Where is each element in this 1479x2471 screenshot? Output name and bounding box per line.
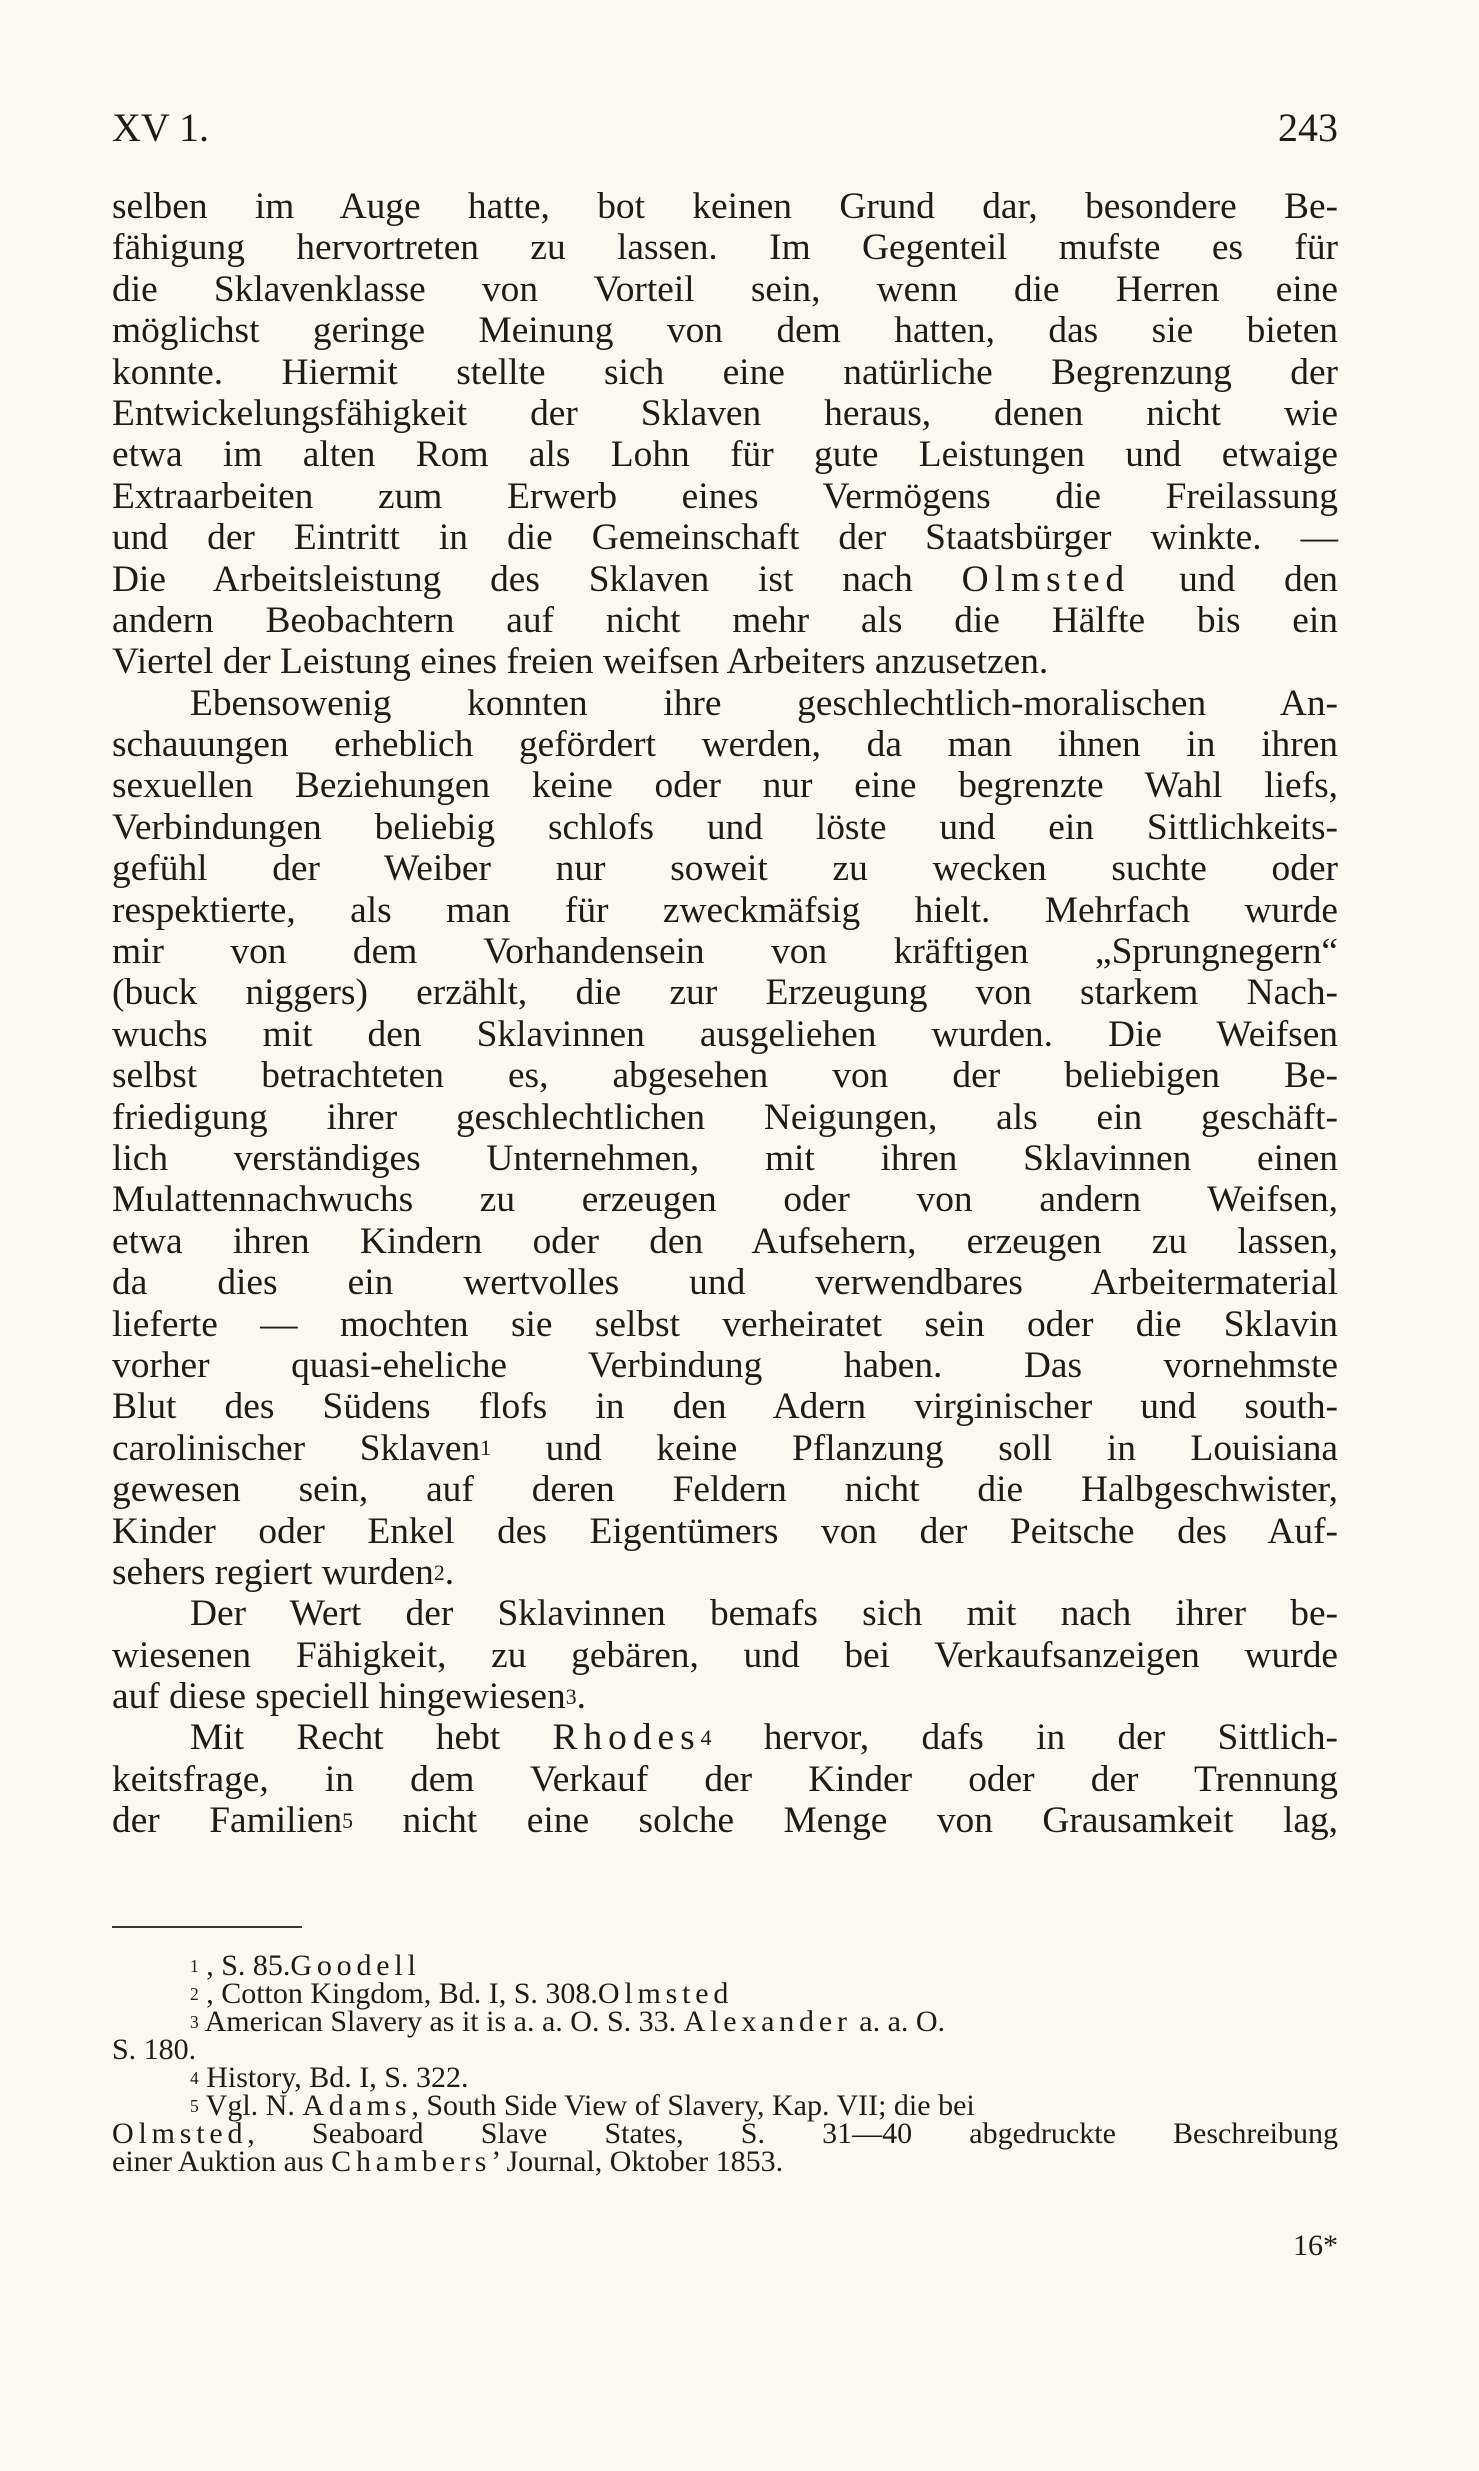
text-line [112,1138,1338,1179]
text-line [112,434,1338,475]
line-text: und der Eintritt in die Gemeinschaft der Staatsbürger winkte. — [112,517,1338,559]
footnote-text: a. a. O. [851,2005,946,2038]
footnote-line [112,2033,1338,2066]
footnote-number: 5 [190,2095,199,2116]
text-line [112,227,1338,268]
line-text: lich verständiges Unternehmen, mit ihren Sklavinnen einen [112,1137,1338,1179]
line-text: Entwickelungsfähigkeit der Sklaven heraus, denen nicht wie [112,392,1338,434]
line-text: fähigung hervortreten zu lassen. Im Gegenteil mufste es für [112,227,1338,269]
text-line [112,1593,1338,1634]
line-text: selbst betrachteten es, abgesehen von der beliebigen Be- [112,1055,1338,1097]
footnote-text: , South Side View of Slavery, Kap. VII; die bei [411,2089,975,2122]
text-line [112,310,1338,351]
footnote-number: 1 [190,1955,199,1976]
text-line [112,269,1338,310]
footnote-line [112,2117,1338,2150]
text-line [112,931,1338,972]
text-line [112,724,1338,765]
line-text: andern Beobachtern auf nicht mehr als die Hälfte bis ein [112,599,1338,641]
line-text: Ebensowenig konnten ihre geschlechtlich-moralischen An- [190,682,1338,724]
line-text: selben im Auge hatte, bot keinen Grund dar, besondere Be- [112,186,1338,227]
footnote-text: einer Auktion aus [112,2145,332,2178]
spaced-name: Goodell [290,1949,421,1982]
line-text: da dies ein wertvolles und verwendbares Arbeitermaterial [112,1262,1338,1304]
line-text: keitsfrage, in dem Verkauf der Kinder oder der Trennung [112,1758,1338,1800]
footnote-separator [112,1926,302,1928]
text-line [112,1179,1338,1220]
line-text: Kinder oder Enkel des Eigentümers von der Peitsche des Auf- [112,1510,1338,1552]
footnote-line [112,2089,1338,2122]
footnote-text: Vgl. N. [205,2089,303,2122]
text-line [112,600,1338,641]
line-text: etwa im alten Rom als Lohn für gute Leistungen und etwaige [112,434,1338,476]
text-line [112,1386,1338,1427]
spaced-name: Alexander [683,2005,852,2038]
line-text: Verbindungen beliebig schlofs und löste und ein Sittlichkeits- [112,806,1338,848]
footnote-text: ’ Journal, Oktober 1853. [491,2145,784,2178]
printer-signature: 16* [1293,2229,1338,2262]
line-text: lieferte — mochten sie selbst verheiratet sein oder die Sklavin [112,1303,1338,1345]
line-text: . [444,1551,455,1593]
text-line [112,1097,1338,1138]
footnote-text: , S. 85. [206,1949,291,1982]
line-text: nicht eine solche Menge von Grausamkeit lag, [353,1800,1338,1842]
line-text: gefühl der Weiber nur soweit zu wecken suchte oder [112,848,1338,890]
line-text: respektierte, als man für zweckmäfsig hielt. Mehrfach wurde [112,889,1338,931]
line-text: Die Arbeitsleistung des Sklaven ist nach [112,558,962,600]
text-line [112,848,1338,889]
footnote-marker: 4 [700,1726,712,1751]
text-line [112,890,1338,931]
line-text: auf diese speciell hingewiesen [112,1676,566,1718]
spaced-name: Rhodes [552,1717,701,1759]
line-text: vorher quasi-eheliche Verbindung haben. Das vornehmste [112,1344,1338,1386]
spaced-name: Chambers [331,2145,492,2178]
text-line [112,1055,1338,1096]
line-text: die Sklavenklasse von Vorteil sein, wenn die Herren eine [112,268,1338,310]
line-text: mir von dem Vorhandensein von kräftigen „Sprungnegern“ [112,931,1338,973]
text-line [112,683,1338,724]
footnote-number: 3 [190,2011,199,2032]
text-line [112,186,1338,227]
footnote-text: , Seaboard Slave States, S. 31—40 abgedruckte Beschreibung [247,2117,1338,2150]
text-line [112,1800,1338,1841]
footnote-marker: 5 [342,1808,354,1833]
section-label: XV 1. [112,105,210,150]
text-line [112,559,1338,600]
text-line [112,1345,1338,1386]
text-line [112,1469,1338,1510]
text-line [112,1428,1338,1469]
footnote-marker: 3 [565,1684,577,1709]
footnote-line [112,1977,1338,2010]
text-line [112,1717,1338,1758]
line-text: Extraarbeiten zum Erwerb eines Vermögens die Freilassung [112,475,1338,517]
text-line [112,972,1338,1013]
line-text: möglichst geringe Meinung von dem hatten, das sie bieten [112,310,1338,352]
footnote-number: 2 [190,1983,199,2004]
spaced-name: Olmsted [112,2117,248,2150]
line-text: carolinischer Sklaven [112,1427,481,1469]
footnote-marker: 2 [433,1560,445,1585]
text-line [112,1262,1338,1303]
text-line [112,517,1338,558]
text-line [112,641,1338,682]
running-header [112,104,1338,160]
text-line [112,807,1338,848]
text-line [112,476,1338,517]
line-text: Mulattennachwuchs zu erzeugen oder von andern Weifsen, [112,1179,1338,1221]
line-text: Der Wert der Sklavinnen bemafs sich mit nach ihrer be- [190,1593,1338,1635]
footnote-line [112,1949,1338,1982]
text-line [112,765,1338,806]
footnote-line [112,2145,1338,2178]
text-line [112,352,1338,393]
text-line [112,1635,1338,1676]
line-text: schauungen erheblich gefördert werden, da man ihnen in ihren [112,724,1338,766]
spaced-name: Olmsted [961,558,1131,600]
footnote-number: 4 [190,2067,199,2088]
text-line [112,1511,1338,1552]
text-line [112,1676,1338,1717]
line-text: wuchs mit den Sklavinnen ausgeliehen wurden. Die Weifsen [112,1013,1338,1055]
text-line [112,1552,1338,1593]
footnote-line [112,2005,1338,2038]
line-text: und den [1130,558,1338,600]
footnote-text: History, Bd. I, S. 322. [206,2061,469,2094]
footnote-line [112,2061,1338,2094]
line-text: der Familien [112,1800,343,1842]
page-number: 243 [1278,105,1338,150]
text-line [112,1304,1338,1345]
spaced-name: Adams [302,2089,412,2122]
line-text: und keine Pflanzung soll in Louisiana [491,1427,1338,1469]
line-text: friedigung ihrer geschlechtlichen Neigungen, als ein geschäft- [112,1096,1338,1138]
footnotes [112,1949,1338,2178]
line-text: konnte. Hiermit stellte sich eine natürliche Begrenzung der [112,351,1338,393]
footnote-marker: 1 [480,1436,492,1461]
footnote-text: , Cotton Kingdom, Bd. I, S. 308. [206,1977,598,2010]
line-text: hervor, dafs in der Sittlich- [711,1717,1338,1759]
text-line [112,1221,1338,1262]
line-text: sehers regiert wurden [112,1551,434,1593]
line-text: gewesen sein, auf deren Feldern nicht die Halbgeschwister, [112,1469,1338,1511]
text-line [112,393,1338,434]
text-line [112,1014,1338,1055]
footnote-text: S. 180. [112,2033,197,2066]
footnote-text: American Slavery as it is a. a. O. S. 33. [204,2005,684,2038]
line-text: . [576,1676,586,1718]
line-text: Viertel der Leistung eines freien weifsen Arbeiters anzusetzen. [112,641,1049,683]
spaced-name: Olmsted [597,1977,734,2010]
line-text: sexuellen Beziehungen keine oder nur eine begrenzte Wahl liefs, [112,765,1338,807]
line-text: Mit Recht hebt [190,1717,553,1759]
line-text: wiesenen Fähigkeit, zu gebären, und bei Verkaufsanzeigen wurde [112,1634,1338,1676]
text-line [112,1759,1338,1800]
body-text [112,186,1338,1842]
line-text: (buck niggers) erzählt, die zur Erzeugung von starkem Nach- [112,972,1338,1014]
line-text: Blut des Südens flofs in den Adern virginischer und south- [112,1386,1338,1428]
line-text: etwa ihren Kindern oder den Aufsehern, erzeugen zu lassen, [112,1220,1338,1262]
